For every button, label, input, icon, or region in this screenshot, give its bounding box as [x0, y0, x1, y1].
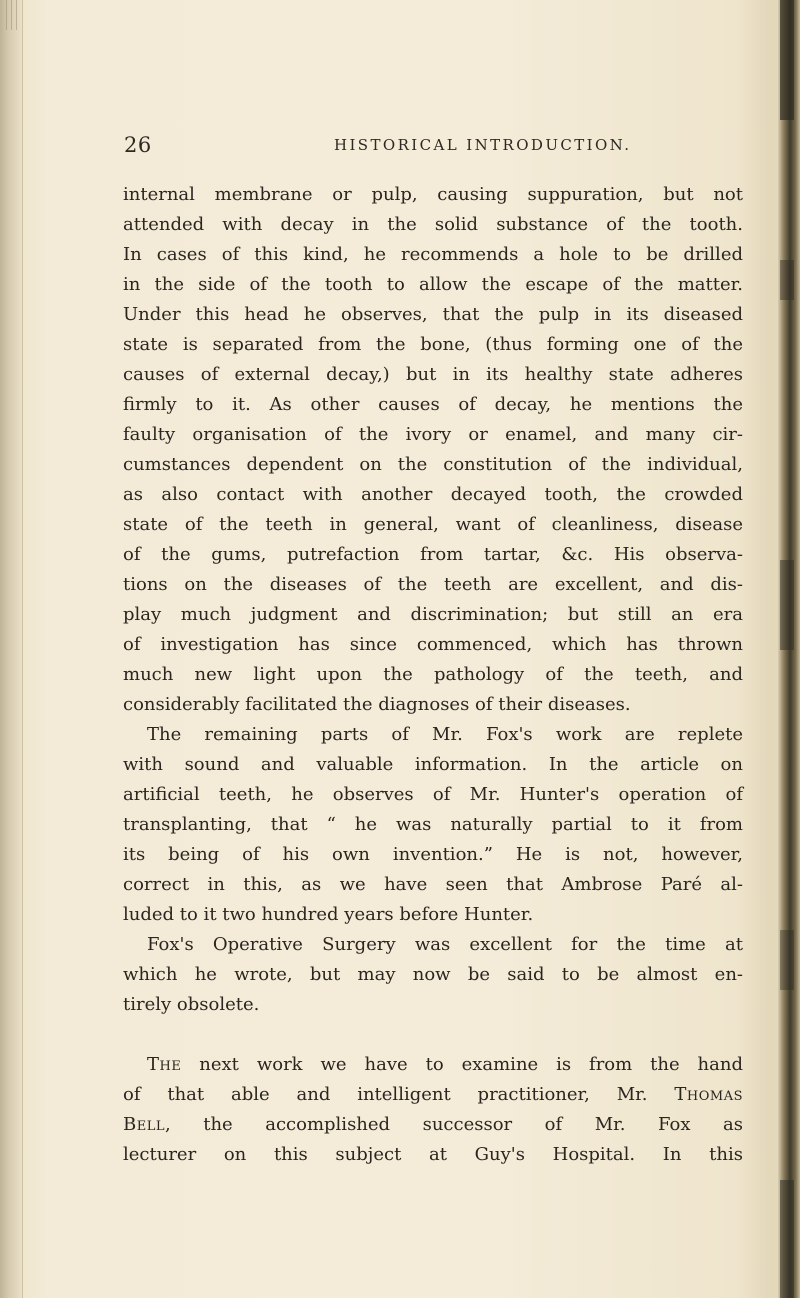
text-line — [123, 1110, 743, 1140]
small-caps-word: The — [147, 1054, 182, 1075]
text-line: play much judgment and discrimination; but still an era — [123, 604, 743, 625]
text-line: causes of external decay,) but in its healthy state adheres — [123, 364, 743, 385]
running-head: HISTORICAL INTRODUCTION. — [334, 136, 632, 154]
page-edge — [778, 0, 800, 1298]
text-line: artificial teeth, he observes of Mr. Hunter's operation of — [123, 784, 743, 805]
small-caps-word: Thomas — [674, 1084, 743, 1105]
text-line: transplanting, that “ he was naturally partial to it from — [123, 814, 743, 835]
body-text — [123, 180, 743, 1170]
small-caps-word: Bell — [123, 1114, 165, 1135]
text-line: of investigation has since commenced, which has thrown — [123, 634, 743, 655]
text-line: attended with decay in the solid substance of the tooth. — [123, 214, 743, 235]
text-line: state of the teeth in general, want of cleanliness, disease — [123, 514, 743, 535]
text-line: Fox's Operative Surgery was excellent for the time at — [147, 934, 743, 955]
text-line: considerably facilitated the diagnoses of their diseases. — [123, 694, 631, 715]
text-line: lecturer on this subject at Guy's Hospital. In this — [123, 1144, 743, 1165]
text-line: internal membrane or pulp, causing suppuration, but not — [123, 184, 743, 205]
paragraph — [123, 180, 743, 720]
paragraph — [123, 930, 743, 1020]
paragraph — [123, 1050, 743, 1170]
text-line: tirely obsolete. — [123, 994, 260, 1015]
text-line: with sound and valuable information. In the article on — [123, 754, 743, 775]
text-line: firmly to it. As other causes of decay, he mentions the — [123, 394, 743, 415]
text-line: In cases of this kind, he recommends a hole to be drilled — [123, 244, 743, 265]
text-line: much new light upon the pathology of the teeth, and — [123, 664, 743, 685]
text-line: cumstances dependent on the constitution of the individual, — [123, 454, 743, 475]
paragraph-gap — [123, 1020, 743, 1050]
text-line: Under this head he observes, that the pulp in its diseased — [123, 304, 743, 325]
text-line: of the gums, putrefaction from tartar, &c. His observa- — [123, 544, 743, 565]
text-line — [123, 1080, 743, 1110]
text-line: as also contact with another decayed tooth, the crowded — [123, 484, 743, 505]
binding-gutter — [0, 0, 23, 1298]
page-number: 26 — [124, 133, 152, 157]
text-run: of that able and intelligent practitioner, Mr. — [123, 1084, 675, 1105]
text-line: faulty organisation of the ivory or enamel, and many cir- — [123, 424, 743, 445]
text-line — [123, 1050, 743, 1080]
text-run: next work we have to examine is from the hand — [181, 1054, 743, 1075]
text-line: state is separated from the bone, (thus forming one of the — [123, 334, 743, 355]
page-header — [124, 133, 738, 163]
paragraph — [123, 720, 743, 930]
text-line: which he wrote, but may now be said to be almost en- — [123, 964, 743, 985]
text-run: , the accomplished successor of Mr. Fox as — [164, 1114, 743, 1135]
text-line: luded to it two hundred years before Hunter. — [123, 904, 534, 925]
text-line: its being of his own invention.” He is not, however, — [123, 844, 743, 865]
text-line: in the side of the tooth to allow the escape of the matter. — [123, 274, 743, 295]
text-line: tions on the diseases of the teeth are excellent, and dis- — [123, 574, 743, 595]
text-line: correct in this, as we have seen that Ambrose Paré al- — [123, 874, 743, 895]
text-line: The remaining parts of Mr. Fox's work are replete — [147, 724, 743, 745]
